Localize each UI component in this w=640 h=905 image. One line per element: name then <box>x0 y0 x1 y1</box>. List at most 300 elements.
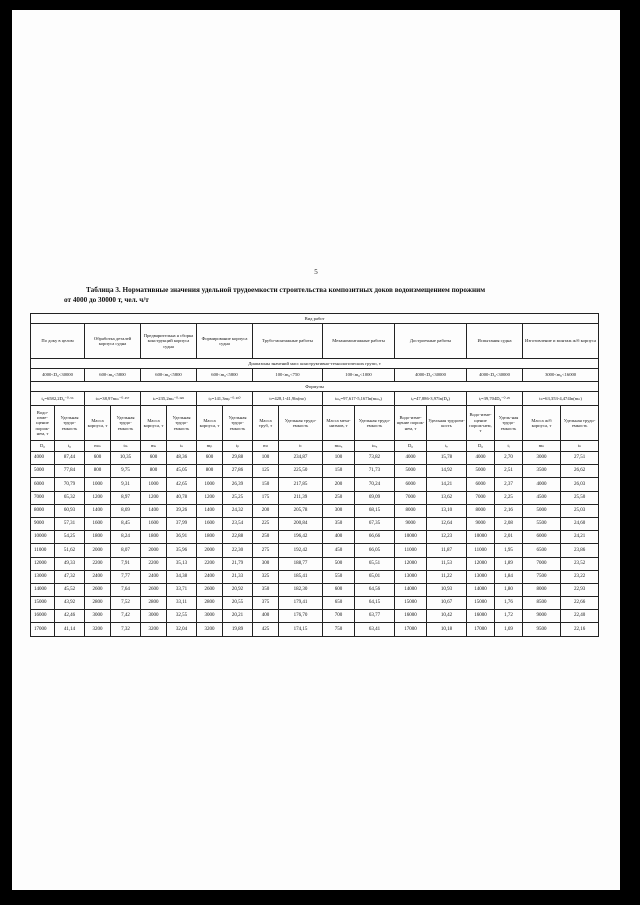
table-cell: 2600 <box>197 583 223 596</box>
table-cell: 22,66 <box>561 597 599 610</box>
table-cell: 2600 <box>141 583 167 596</box>
table-cell: 7000 <box>467 491 495 504</box>
table-cell: 73,82 <box>355 452 395 465</box>
table-cell: 800 <box>85 465 111 478</box>
column-subheader-16: Масса ж/б корпуса, т <box>523 406 561 441</box>
table-cell: 26,62 <box>561 465 599 478</box>
table-cell: 27,51 <box>561 452 599 465</box>
table-cell: 1800 <box>141 531 167 544</box>
table-cell: 7,52 <box>111 597 141 610</box>
formulas-title: Формулы <box>31 382 599 392</box>
table-cell: 2800 <box>141 597 167 610</box>
table-cell: 3000 <box>197 610 223 623</box>
table-cell: 8,07 <box>111 544 141 557</box>
table-cell: 10000 <box>395 531 427 544</box>
table-cell: 15000 <box>467 597 495 610</box>
table-cell: 13000 <box>31 570 55 583</box>
work-type-1: Обработка деталей корпуса судна <box>85 324 141 359</box>
table-row <box>31 531 599 544</box>
ranges-title: Диапазоны значений масс конструктивно-технологических групп, т <box>31 359 599 369</box>
table-cell: 16000 <box>467 610 495 623</box>
table-cell: 7500 <box>523 570 561 583</box>
column-symbol-0: D₀ <box>31 441 55 452</box>
table-cell: 150 <box>323 465 355 478</box>
table-cell: 65,32 <box>55 491 85 504</box>
table-cell: 1600 <box>197 517 223 530</box>
table-row <box>31 583 599 596</box>
table-cell: 2800 <box>85 597 111 610</box>
mass-range-4: 100<m₀<750 <box>253 369 323 382</box>
table-cell: 26,03 <box>561 478 599 491</box>
table-cell: 87,44 <box>55 452 85 465</box>
table-cell: 250 <box>323 491 355 504</box>
table-cell: 3500 <box>523 465 561 478</box>
table-cell: 8000 <box>395 504 427 517</box>
table-cell: 66,05 <box>355 544 395 557</box>
column-symbol-2: mₘ <box>85 441 111 452</box>
table-cell: 8,45 <box>111 517 141 530</box>
table-cell: 17000 <box>31 623 55 636</box>
table-cell: 36,91 <box>167 531 197 544</box>
table-cell: 41,14 <box>55 623 85 636</box>
table-cell: 22,88 <box>223 531 253 544</box>
table-cell: 35,96 <box>167 544 197 557</box>
table-cell: 20,55 <box>223 597 253 610</box>
table-cell: 71,73 <box>355 465 395 478</box>
table-cell: 35,13 <box>167 557 197 570</box>
table-cell: 10,35 <box>111 452 141 465</box>
table-cell: 2,70 <box>495 452 523 465</box>
table-cell: 2800 <box>197 597 223 610</box>
table-cell: 13000 <box>395 570 427 583</box>
table-cell: 13,62 <box>427 491 467 504</box>
table-cell: 43,92 <box>55 597 85 610</box>
column-subheader-15: Удель-ная трудо-емкость <box>495 406 523 441</box>
table-cell: 63,41 <box>355 623 395 636</box>
column-subheader-11: Удельная трудо-емкость <box>355 406 395 441</box>
table-cell: 425 <box>253 623 279 636</box>
table-cell: 10,67 <box>427 597 467 610</box>
table-cell: 1,69 <box>495 623 523 636</box>
table-cell: 2,37 <box>495 478 523 491</box>
table-cell: 100 <box>253 452 279 465</box>
table-cell: 39,26 <box>167 504 197 517</box>
table-cell: 42,65 <box>167 478 197 491</box>
caption-line-1: Таблица 3. Нормативные значения удельной трудоемкости строительства композитных доков водоизмещением порожним <box>86 286 486 294</box>
table-cell: 500 <box>323 557 355 570</box>
table-cell: 29,88 <box>223 452 253 465</box>
table-cell: 2200 <box>85 557 111 570</box>
table-row <box>31 465 599 478</box>
table-cell: 24,32 <box>223 504 253 517</box>
column-subheader-12: Водо-изме-щение порож-нем, т <box>395 406 427 441</box>
table-cell: 350 <box>323 517 355 530</box>
mass-range-3: 600<m₀<5800 <box>197 369 253 382</box>
formula-2: tₛ=235,2mₛ⁻⁰·³⁴⁹ <box>141 392 197 406</box>
table-cell: 2,08 <box>495 517 523 530</box>
table-cell: 3200 <box>197 623 223 636</box>
table-cell: 11,22 <box>427 570 467 583</box>
table-cell: 6000 <box>467 478 495 491</box>
table-cell: 12000 <box>395 557 427 570</box>
table-cell: 10,18 <box>427 623 467 636</box>
table-cell: 800 <box>197 465 223 478</box>
table-cell: 10,93 <box>427 583 467 596</box>
mass-range-0: 4000<D₀<30000 <box>31 369 85 382</box>
table-row <box>31 491 599 504</box>
table-cell: 185,41 <box>279 570 323 583</box>
table-cell: 5000 <box>31 465 55 478</box>
table-cell: 67,35 <box>355 517 395 530</box>
table-cell: 26,39 <box>223 478 253 491</box>
column-symbol-1: t₀ <box>55 441 85 452</box>
table-cell: 275 <box>253 544 279 557</box>
table-cell: 7,77 <box>111 570 141 583</box>
column-subheader-7: Удельная трудо-емкость <box>223 406 253 441</box>
table-cell: 65,01 <box>355 570 395 583</box>
table-cell: 200,84 <box>279 517 323 530</box>
table-cell: 20,92 <box>223 583 253 596</box>
table-cell: 8000 <box>31 504 55 517</box>
table-cell: 22,16 <box>561 623 599 636</box>
table-cell: 10000 <box>467 531 495 544</box>
table-cell: 11000 <box>31 544 55 557</box>
table-cell: 25,25 <box>223 491 253 504</box>
column-subheader-10: Масса меха-низмов, т <box>323 406 355 441</box>
table-cell: 68,15 <box>355 504 395 517</box>
formula-1: tₘ=38,97mₘ⁻⁰·²⁵⁷ <box>85 392 141 406</box>
table-cell: 200 <box>253 504 279 517</box>
table-cell: 1,89 <box>495 557 523 570</box>
column-symbol-12: D₀ <box>395 441 427 452</box>
column-symbol-9: tₜ <box>279 441 323 452</box>
formula-6: tₑ=47,886-3,97ln(D₀) <box>395 392 467 406</box>
table-cell: 47,32 <box>55 570 85 583</box>
table-cell: 600 <box>197 452 223 465</box>
table-cell: 7,32 <box>111 623 141 636</box>
table-cell: 7000 <box>31 491 55 504</box>
table-cell: 24,60 <box>561 517 599 530</box>
table-cell: 27,86 <box>223 465 253 478</box>
table-cell: 32,55 <box>167 610 197 623</box>
table-cell: 375 <box>253 597 279 610</box>
table-cell: 15000 <box>395 597 427 610</box>
table-cell: 2,51 <box>495 465 523 478</box>
formula-7: tᵢ=39,704D₀⁻⁰·²⁹ <box>467 392 523 406</box>
table-cell: 10000 <box>31 531 55 544</box>
table-cell: 11000 <box>395 544 427 557</box>
table-cell: 4000 <box>467 452 495 465</box>
table-cell: 7,42 <box>111 610 141 623</box>
table-cell: 25,03 <box>561 504 599 517</box>
table-cell: 9,31 <box>111 478 141 491</box>
table-cell: 34,38 <box>167 570 197 583</box>
table-cell: 1200 <box>85 491 111 504</box>
table-cell: 22,40 <box>561 610 599 623</box>
table-cell: 8,24 <box>111 531 141 544</box>
table-row <box>31 478 599 491</box>
table-cell: 23,54 <box>223 517 253 530</box>
work-type-4: Трубо-монтажные работы <box>253 324 323 359</box>
table-cell: 1000 <box>141 478 167 491</box>
table-cell: 7,64 <box>111 583 141 596</box>
table-cell: 1800 <box>85 531 111 544</box>
table-cell: 12,64 <box>427 517 467 530</box>
table-cell: 49,33 <box>55 557 85 570</box>
table-cell: 225 <box>253 517 279 530</box>
table-cell: 2400 <box>141 570 167 583</box>
table-cell: 8000 <box>523 583 561 596</box>
table-cell: 54,25 <box>55 531 85 544</box>
column-subheader-6: Масса корпуса, т <box>197 406 223 441</box>
table-cell: 2600 <box>85 583 111 596</box>
column-symbol-7: tₚ <box>223 441 253 452</box>
table-cell: 65,51 <box>355 557 395 570</box>
table-cell: 23,86 <box>561 544 599 557</box>
table-row <box>31 452 599 465</box>
table-cell: 14000 <box>31 583 55 596</box>
table-cell: 60,93 <box>55 504 85 517</box>
table-cell: 1,80 <box>495 583 523 596</box>
work-type-3: Формирование корпуса судна <box>197 324 253 359</box>
table-cell: 3000 <box>523 452 561 465</box>
table-cell: 3200 <box>85 623 111 636</box>
formula-5: tₘₓ=97,617-5,167ln(mₘₓ) <box>323 392 395 406</box>
table-cell: 16000 <box>395 610 427 623</box>
table-cell: 300 <box>253 557 279 570</box>
table-cell: 69,09 <box>355 491 395 504</box>
table-cell: 211,39 <box>279 491 323 504</box>
table-cell: 9,75 <box>111 465 141 478</box>
table-cell: 13000 <box>467 570 495 583</box>
column-subheader-17: Удельная трудо-емкость <box>561 406 599 441</box>
table-cell: 8,97 <box>111 491 141 504</box>
column-symbol-16: mₙ <box>523 441 561 452</box>
work-type-6: Достроечные работы <box>395 324 467 359</box>
table-cell: 1000 <box>85 478 111 491</box>
table-cell: 400 <box>323 531 355 544</box>
mass-range-5: 100<m₀<1000 <box>323 369 395 382</box>
table-cell: 192,42 <box>279 544 323 557</box>
table-cell: 188,77 <box>279 557 323 570</box>
table-cell: 1,95 <box>495 544 523 557</box>
work-type-0: По доку в целом <box>31 324 85 359</box>
table-cell: 234,87 <box>279 452 323 465</box>
table-cell: 48,36 <box>167 452 197 465</box>
table-row <box>31 610 599 623</box>
labour-intensity-table <box>30 313 599 637</box>
table-cell: 1000 <box>197 478 223 491</box>
mass-range-6: 4000<D₀<30000 <box>395 369 467 382</box>
table-cell: 300 <box>323 504 355 517</box>
table-cell: 70,24 <box>355 478 395 491</box>
table-cell: 6500 <box>523 544 561 557</box>
table-cell: 2,01 <box>495 531 523 544</box>
mass-range-7: 4000<D₀<30000 <box>467 369 523 382</box>
column-symbol-5: tₛ <box>167 441 197 452</box>
table-cell: 33,11 <box>167 597 197 610</box>
table-cell: 9000 <box>523 610 561 623</box>
table-cell: 14000 <box>467 583 495 596</box>
column-subheader-2: Масса корпуса, т <box>85 406 111 441</box>
column-symbol-14: D₀ <box>467 441 495 452</box>
table-cell: 21,79 <box>223 557 253 570</box>
table-cell: 12,23 <box>427 531 467 544</box>
table-cell: 22,93 <box>561 583 599 596</box>
table-cell: 6000 <box>395 478 427 491</box>
table-cell: 1400 <box>141 504 167 517</box>
table-cell: 2200 <box>197 557 223 570</box>
column-symbol-15: tᵢ <box>495 441 523 452</box>
table-cell: 51,62 <box>55 544 85 557</box>
table-cell: 196,42 <box>279 531 323 544</box>
table-cell: 4500 <box>523 491 561 504</box>
column-subheader-0: Водо-изме-щение порож-нем, т <box>31 406 55 441</box>
work-types-header: Вид работ <box>31 314 599 324</box>
table-cell: 20,21 <box>223 610 253 623</box>
table-cell: 19,89 <box>223 623 253 636</box>
table-row <box>31 557 599 570</box>
table-cell: 32,04 <box>167 623 197 636</box>
table-row <box>31 597 599 610</box>
table-cell: 2,16 <box>495 504 523 517</box>
table-cell: 14000 <box>395 583 427 596</box>
table-cell: 5000 <box>523 504 561 517</box>
table-cell: 17000 <box>395 623 427 636</box>
table-cell: 182,30 <box>279 583 323 596</box>
table-cell: 8000 <box>467 504 495 517</box>
table-cell: 14,21 <box>427 478 467 491</box>
table-cell: 2000 <box>141 544 167 557</box>
table-cell: 11,87 <box>427 544 467 557</box>
table-caption <box>64 286 594 305</box>
table-cell: 1800 <box>197 531 223 544</box>
table-cell: 22,30 <box>223 544 253 557</box>
column-symbol-3: tₘ <box>111 441 141 452</box>
table-cell: 9000 <box>395 517 427 530</box>
table-cell: 1400 <box>197 504 223 517</box>
work-type-8: Изготовление и монтаж ж/б корпуса <box>523 324 599 359</box>
table-cell: 64,56 <box>355 583 395 596</box>
table-cell: 179,41 <box>279 597 323 610</box>
table-cell: 450 <box>323 544 355 557</box>
table-cell: 175 <box>253 491 279 504</box>
table-cell: 700 <box>323 610 355 623</box>
table-cell: 23,52 <box>561 557 599 570</box>
column-subheader-13: Удельная трудоем-кость <box>427 406 467 441</box>
mass-range-2: 600<m₀<5800 <box>141 369 197 382</box>
table-cell: 8,69 <box>111 504 141 517</box>
table-cell: 64,15 <box>355 597 395 610</box>
table-cell: 42,46 <box>55 610 85 623</box>
table-cell: 3000 <box>85 610 111 623</box>
table-cell: 8500 <box>523 597 561 610</box>
column-symbol-8: mₜ <box>253 441 279 452</box>
column-subheader-5: Удельная трудо-емкость <box>167 406 197 441</box>
table-cell: 2,25 <box>495 491 523 504</box>
column-subheader-1: Удельная трудо-емкость <box>55 406 85 441</box>
table-cell: 2400 <box>197 570 223 583</box>
formula-0: t₀=6582,2D₀⁻⁰·⁵⁶ <box>31 392 85 406</box>
table-cell: 125 <box>253 465 279 478</box>
table-cell: 9000 <box>467 517 495 530</box>
table-cell: 217,85 <box>279 478 323 491</box>
column-subheader-8: Масса труб, т <box>253 406 279 441</box>
table-cell: 4000 <box>395 452 427 465</box>
table-cell: 63,77 <box>355 610 395 623</box>
table-cell: 1,72 <box>495 610 523 623</box>
formula-3: tₚ=141,3mₚ⁻⁰·²⁶⁰ <box>197 392 253 406</box>
table-cell: 15000 <box>31 597 55 610</box>
table-cell: 150 <box>253 478 279 491</box>
table-cell: 2200 <box>141 557 167 570</box>
table-cell: 17000 <box>467 623 495 636</box>
table-cell: 400 <box>253 610 279 623</box>
table-cell: 650 <box>323 597 355 610</box>
table-cell: 2400 <box>85 570 111 583</box>
table-cell: 15,78 <box>427 452 467 465</box>
table-cell: 9500 <box>523 623 561 636</box>
table-cell: 7,91 <box>111 557 141 570</box>
table-cell: 66,66 <box>355 531 395 544</box>
table-cell: 23,22 <box>561 570 599 583</box>
table-row <box>31 504 599 517</box>
work-type-5: Механомонтажные работы <box>323 324 395 359</box>
table-cell: 1600 <box>85 517 111 530</box>
table-cell: 9000 <box>31 517 55 530</box>
table-cell: 1200 <box>141 491 167 504</box>
table-row <box>31 623 599 636</box>
table-cell: 70,79 <box>55 478 85 491</box>
table-cell: 600 <box>323 583 355 596</box>
table-row <box>31 544 599 557</box>
page-number: 5 <box>314 268 318 276</box>
table-cell: 100 <box>323 452 355 465</box>
table-cell: 3200 <box>141 623 167 636</box>
table-cell: 57,31 <box>55 517 85 530</box>
table-cell: 11,53 <box>427 557 467 570</box>
formula-8: tₙ=63,353-4,474ln(mₙ) <box>523 392 599 406</box>
table-cell: 1,84 <box>495 570 523 583</box>
table-cell: 1200 <box>197 491 223 504</box>
table-cell: 45,05 <box>167 465 197 478</box>
table-cell: 25,50 <box>561 491 599 504</box>
table-cell: 6000 <box>31 478 55 491</box>
table-cell: 21,33 <box>223 570 253 583</box>
column-subheader-9: Удельная трудо-емкость <box>279 406 323 441</box>
table-cell: 174,15 <box>279 623 323 636</box>
table-cell: 5500 <box>523 517 561 530</box>
table-cell: 7000 <box>523 557 561 570</box>
table-cell: 77,84 <box>55 465 85 478</box>
table-cell: 225,50 <box>279 465 323 478</box>
table-cell: 750 <box>323 623 355 636</box>
mass-range-8: 3000<m₀<16000 <box>523 369 599 382</box>
table-cell: 10,42 <box>427 610 467 623</box>
column-symbol-10: mₘₓ <box>323 441 355 452</box>
table-cell: 350 <box>253 583 279 596</box>
table-cell: 37,99 <box>167 517 197 530</box>
table-cell: 176,70 <box>279 610 323 623</box>
table-cell: 4000 <box>523 478 561 491</box>
column-symbol-6: mₚ <box>197 441 223 452</box>
table-cell: 16000 <box>31 610 55 623</box>
column-symbol-11: tₘₓ <box>355 441 395 452</box>
caption-line-2: от 4000 до 30000 т, чел. ч/т <box>64 295 149 304</box>
column-symbol-17: tₙ <box>561 441 599 452</box>
formula-4: tₜ=428,1-41,9ln(mₜ) <box>253 392 323 406</box>
table-cell: 1,76 <box>495 597 523 610</box>
